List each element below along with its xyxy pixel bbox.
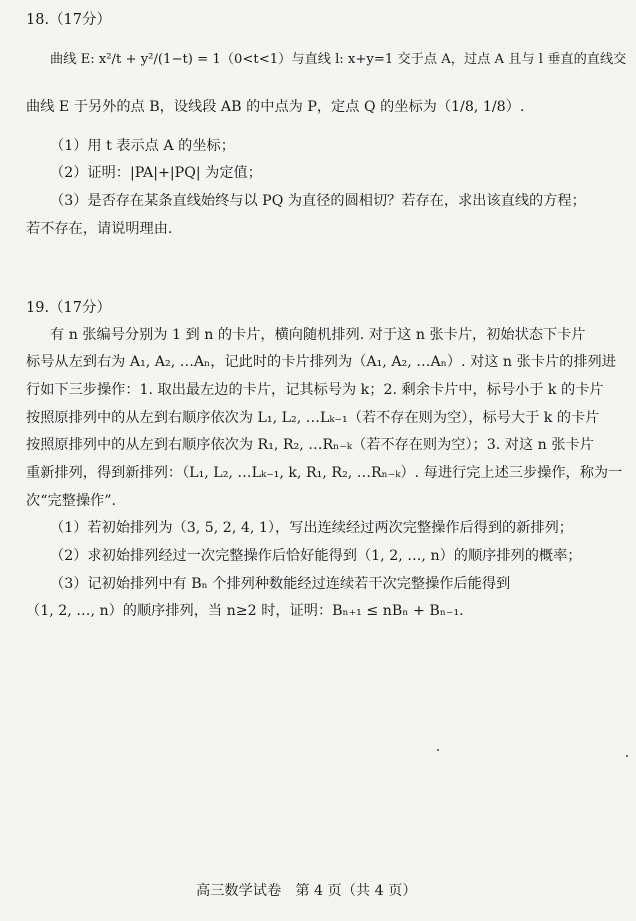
q19-part-3: （3）记初始排列中有 Bₙ 个排列种数能经过连续若干次完整操作后能得到 (50, 576, 511, 592)
q18-line-1: 曲线 E: x²/t + y²/(1−t) = 1（0<t<1）与直线 l: x+y=1 交于点 A，过点 A 且与 l 垂直的直线交 (50, 52, 627, 67)
q19-line-7: 次“完整操作”. (26, 493, 116, 509)
page-footer: 高三数学试卷 第 4 页（共 4 页） (196, 883, 417, 899)
q19-part-2: （2）求初始排列经过一次完整操作后恰好能得到（1, 2, …, n）的顺序排列的概率； (50, 548, 582, 564)
q19-header: 19.（17分） (26, 300, 112, 316)
q19-line-2: 标号从左到右为 A₁, A₂, …Aₙ，记此时的卡片排列为（A₁, A₂, …Aₙ）. 对这 n 张卡片的排列进 (26, 354, 616, 370)
q19-line-1: 有 n 张编号分别为 1 到 n 的卡片，横向随机排列. 对于这 n 张卡片，初始状态下卡片 (50, 327, 586, 343)
q19-part-1: （1）若初始排列为（3, 5, 2, 4, 1），写出连续经过两次完整操作后得到的新排列； (50, 520, 573, 536)
q18-part-2: （2）证明：|PA|+|PQ| 为定值； (50, 165, 262, 181)
q18-part-3-cont: 若不存在，请说明理由. (26, 221, 173, 237)
q19-part-3-cont: （1, 2, …, n）的顺序排列，当 n≥2 时，证明：Bₙ₊₁ ≤ nBₙ + Bₙ₋₁. (26, 603, 464, 619)
q18-part-1: （1）用 t 表示点 A 的坐标； (50, 138, 235, 154)
q18-header: 18.（17分） (26, 12, 112, 28)
speck (437, 749, 439, 751)
q19-line-3: 行如下三步操作：1. 取出最左边的卡片，记其标号为 k；2. 剩余卡片中，标号小于 k 的卡片 (26, 382, 604, 398)
q19-line-4: 按照原排列中的从左到右顺序依次为 L₁, L₂, …Lₖ₋₁（若不存在则为空），标号大于 k 的卡片 (26, 410, 600, 426)
q19-line-5: 按照原排列中的从左到右顺序依次为 R₁, R₂, …Rₙ₋ₖ（若不存在则为空）；3. 对这 n 张卡片 (26, 437, 594, 453)
q18-line-2: 曲线 E 于另外的点 B，设线段 AB 的中点为 P，定点 Q 的坐标为（1/8, 1/8）. (26, 99, 525, 115)
q18-part-3: （3）是否存在某条直线始终与以 PQ 为直径的圆相切？若存在，求出该直线的方程； (50, 193, 586, 209)
q19-line-6: 重新排列，得到新排列：（L₁, L₂, …Lₖ₋₁, k, R₁, R₂, …Rₙ₋ₖ）. 每进行完上述三步操作，称为一 (26, 465, 623, 481)
speck (626, 755, 628, 757)
